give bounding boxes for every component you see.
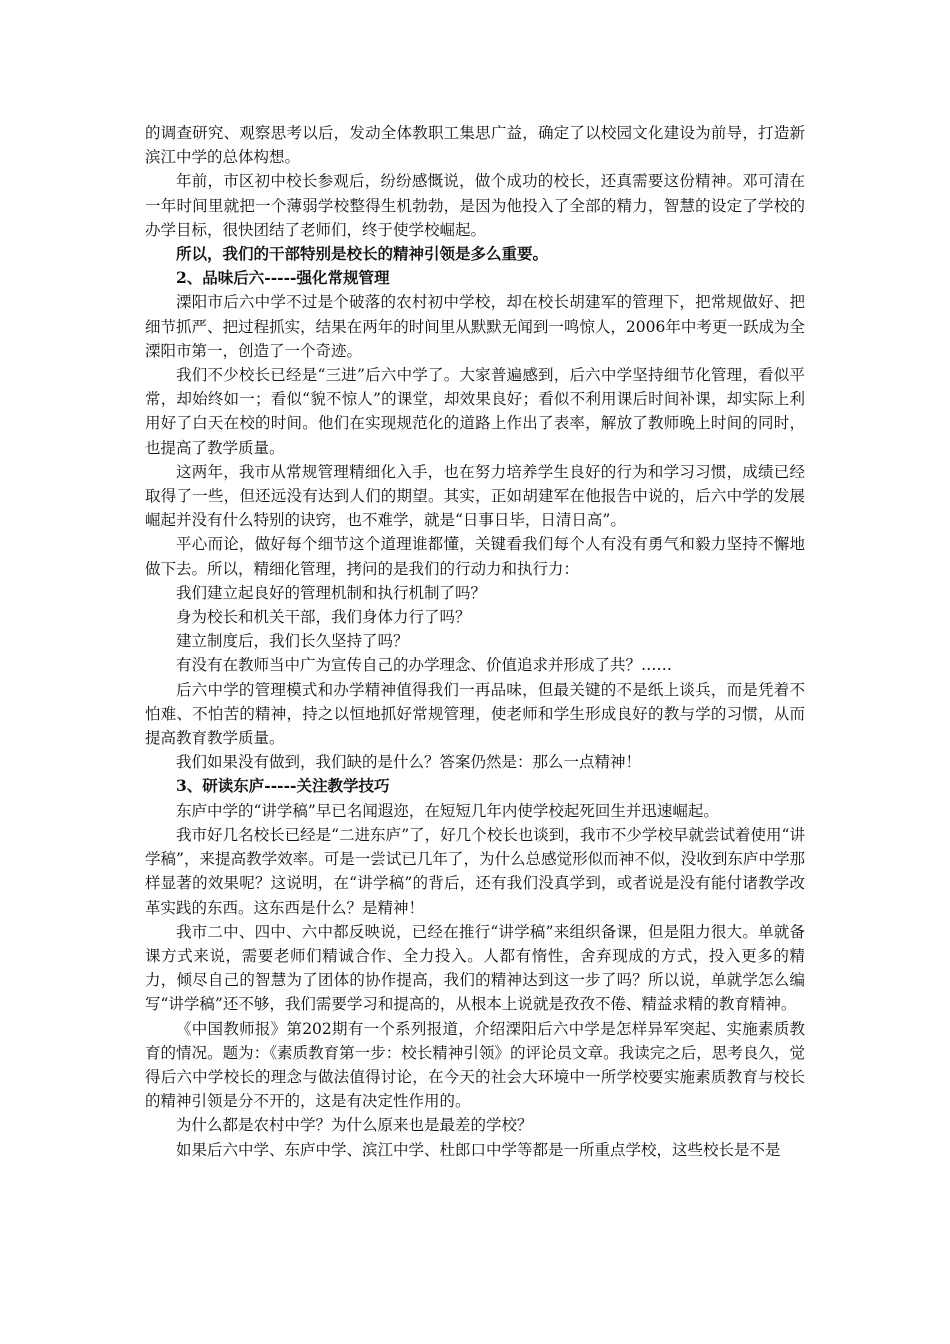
document-page [145, 121, 805, 1162]
section-heading: 3、研读东庐-----关注教学技巧 [176, 776, 390, 796]
body-paragraph: 我市好几名校长已经是“二进东庐”了，好几个校长也谈到，我市不少学校早就尝试着使用“讲学稿”，来提高教学效率。可是一尝试已几年了，为什么总感觉形似而神不似，没收到东庐中学那样显著的效果呢？这说明，在“讲学稿”的背后，还有我们没真学到，或者说是没有能付诸教学改革实践的东西。这东西是什么？是精神！ [145, 825, 805, 917]
body-paragraph: 东庐中学的“讲学稿”早已名闻遐迩，在短短几年内使学校起死回生并迅速崛起。 [176, 801, 719, 820]
body-paragraph: 的调查研究、观察思考以后，发动全体教职工集思广益，确定了以校园文化建设为前导，打造新滨江中学的总体构想。 [145, 124, 805, 167]
body-paragraph: 后六中学的管理模式和办学精神值得我们一再品味，但最关键的不是纸上谈兵，而是凭着不怕难、不怕苦的精神，持之以恒地抓好常规管理，使老师和学生形成良好的教与学的习惯，从而提高教育教学质量。 [145, 680, 805, 748]
body-paragraph: 我们如果没有做到，我们缺的是什么？答案仍然是：那么一点精神！ [176, 753, 642, 772]
question-line: 有没有在教师当中广为宣传自己的办学理念、价值追求并形成了共？…… [176, 656, 673, 675]
body-paragraph: 《中国教师报》第202期有一个系列报道，介绍溧阳后六中学是怎样异军突起、实施素质教育的情况。题为：《素质教育第一步：校长精神引领》的评论员文章。我读完之后，思考良久，觉得后六中学校长的理念与做法值得讨论，在今天的社会大环境中一所学校要实施素质教育与校长的精神引领是分不开的，这是有决定性作用的。 [145, 1019, 805, 1111]
question-line: 为什么都是农村中学？为什么原来也是最差的学校？ [176, 1116, 533, 1135]
body-paragraph: 我市二中、四中、六中都反映说，已经在推行“讲学稿”来组织备课，但是阻力很大。单就备课方式来说，需要老师们精诚合作、全力投入。人都有惰性，舍弃现成的方式，投入更多的精力，倾尽自己的智慧为了团体的协作提高，我们的精神达到这一步了吗？所以说，单就学怎么编写“讲学稿”还不够，我们需要学习和提高的，从根本上说就是孜孜不倦、精益求精的教育精神。 [145, 922, 805, 1014]
section-heading: 2、品味后六-----强化常规管理 [176, 268, 390, 288]
body-paragraph: 我们不少校长已经是“三进”后六中学了。大家普遍感到，后六中学坚持细节化管理，看似平常，却始终如一；看似“貌不惊人”的课堂，却效果良好；看似不利用课后时间补课，却实际上利用好了白天在校的时间。他们在实现规范化的道路上作出了表率，解放了教师晚上时间的同时，也提高了教学质量。 [145, 366, 805, 457]
body-paragraph: 平心而论，做好每个细节这个道理谁都懂，关键看我们每个人有没有勇气和毅力坚持不懈地做下去。所以，精细化管理，拷问的是我们的行动力和执行力： [145, 535, 805, 578]
question-line: 身为校长和机关干部，我们身体力行了吗？ [176, 608, 471, 627]
emphasis-paragraph: 所以，我们的干部特别是校长的精神引领是多么重要。 [176, 244, 549, 264]
question-line: 建立制度后，我们长久坚持了吗？ [176, 632, 409, 651]
body-paragraph: 年前，市区初中校长参观后，纷纷感慨说，做个成功的校长，还真需要这份精神。邓可清在一年时间里就把一个薄弱学校整得生机勃勃，是因为他投入了全部的精力，智慧的设定了学校的办学目标，很快团结了老师们，终于使学校崛起。 [145, 172, 805, 239]
body-paragraph: 这两年，我市从常规管理精细化入手，也在努力培养学生良好的行为和学习习惯，成绩已经取得了一些，但还远没有达到人们的期望。其实，正如胡建军在他报告中说的，后六中学的发展崛起并没有什么特别的诀窍，也不难学，就是“日事日毕，日清日高”。 [145, 462, 805, 530]
body-paragraph: 如果后六中学、东庐中学、滨江中学、杜郎口中学等都是一所重点学校，这些校长是不是 [176, 1140, 781, 1159]
body-paragraph: 溧阳市后六中学不过是个破落的农村初中学校，却在校长胡建军的管理下，把常规做好、把细节抓严、把过程抓实，结果在两年的时间里从默默无闻到一鸣惊人，2006年中考更一跃成为全溧阳市第一，创造了一个奇迹。 [145, 293, 805, 360]
question-line: 我们建立起良好的管理机制和执行机制了吗？ [176, 583, 487, 602]
